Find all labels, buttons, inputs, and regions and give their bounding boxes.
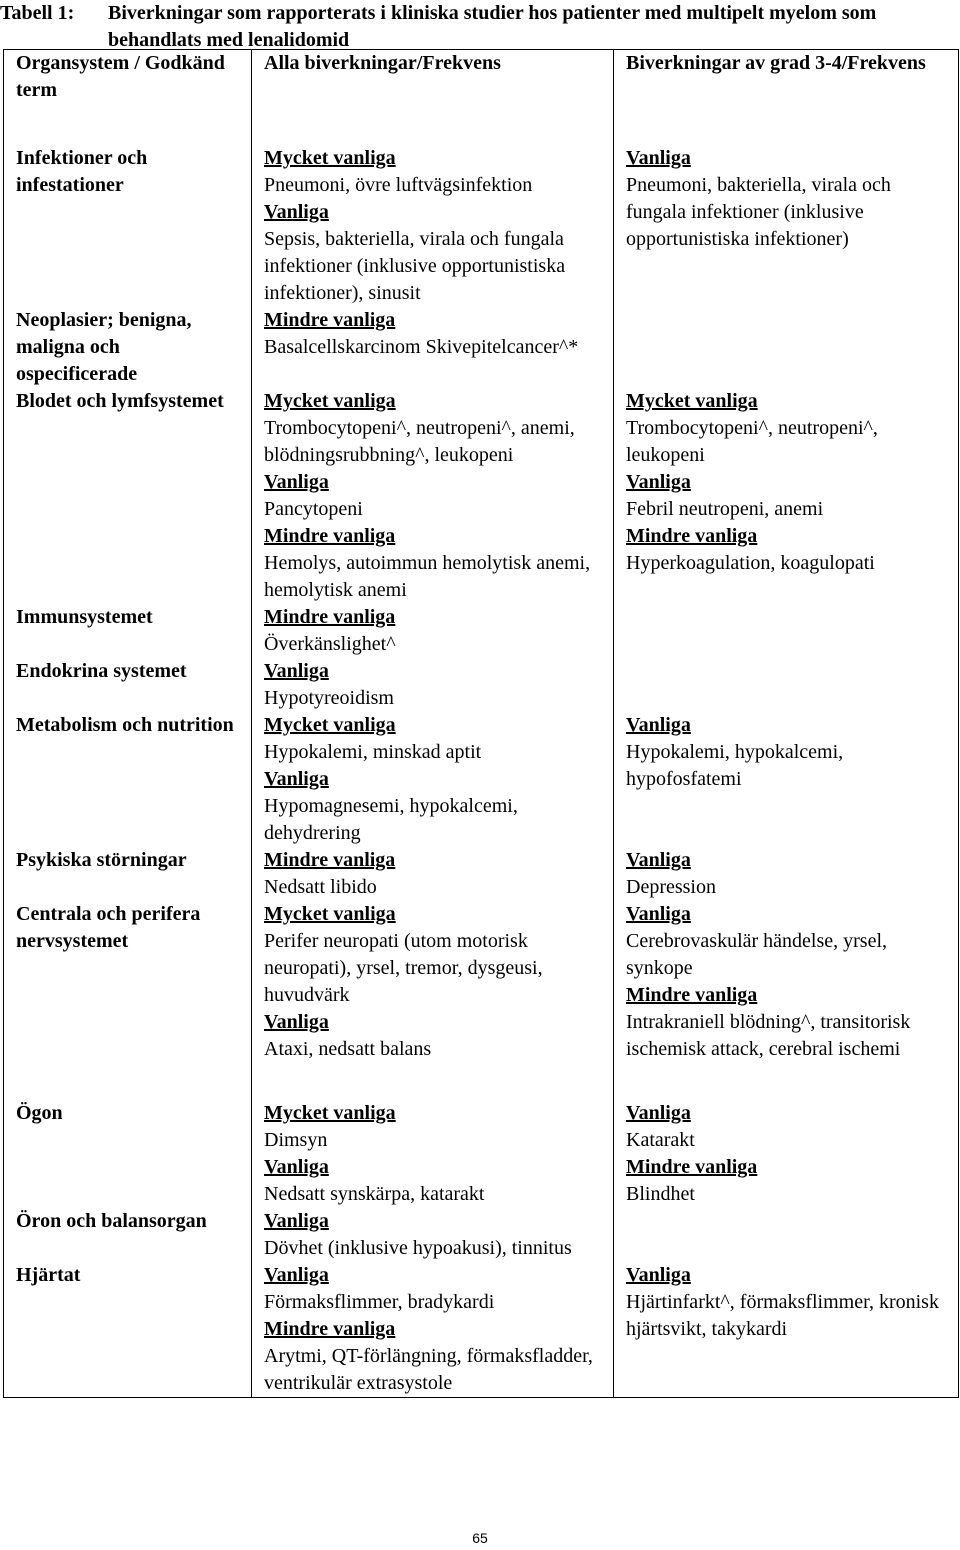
frequency-label: Mycket vanliga [264,1102,396,1124]
table-row [4,1076,959,1208]
reaction-terms: Perifer neuropati (utom motorisk neuropati), yrsel, tremor, dysgeusi, huvudvärk [264,930,543,1006]
reaction-terms: Pneumoni, övre luftvägsinfektion [264,174,533,196]
organ-class-cell: Hjärtat [4,1262,252,1398]
reaction-terms: Arytmi, QT-förlängning, förmaksfladder, ventrikulär extrasystole [264,1345,593,1394]
reaction-terms: Depression [626,876,716,898]
all-reactions-cell [252,658,614,712]
adverse-reactions-table [3,49,959,1398]
organ-class-cell: Psykiska störningar [4,847,252,901]
organ-class-cell: Infektioner och infestationer [4,132,252,307]
frequency-label: Vanliga [626,147,691,169]
frequency-label: Mycket vanliga [264,714,396,736]
reaction-terms: Cerebrovaskulär händelse, yrsel, synkope [626,930,888,979]
table-row [4,388,959,604]
organ-class-cell: Immunsystemet [4,604,252,658]
page-number: 65 [472,1530,488,1546]
grade-3-4-cell [614,658,959,712]
frequency-label: Mindre vanliga [264,309,396,331]
grade-3-4-cell [614,388,959,604]
frequency-label: Mindre vanliga [264,1318,396,1340]
all-reactions-cell [252,132,614,307]
reaction-terms: Hyperkoagulation, koagulopati [626,552,875,574]
reaction-terms: Hemolys, autoimmun hemolytisk anemi, hemolytisk anemi [264,552,591,601]
reaction-terms: Pancytopeni [264,498,363,520]
table-row [4,132,959,307]
reaction-terms: Hypomagnesemi, hypokalcemi, dehydrering [264,795,518,844]
reaction-terms: Blindhet [626,1183,695,1205]
reaction-terms: Förmaksflimmer, bradykardi [264,1291,495,1313]
frequency-label: Vanliga [626,1102,691,1124]
header-all-reactions: Alla biverkningar/Frekvens [252,50,614,133]
organ-class-cell: Neoplasier; benigna, maligna och ospecificerade [4,307,252,388]
all-reactions-cell [252,307,614,388]
frequency-label: Vanliga [626,471,691,493]
frequency-label: Vanliga [626,849,691,871]
organ-class-cell: Ögon [4,1076,252,1208]
reaction-terms: Hypokalemi, hypokalcemi, hypofosfatemi [626,741,844,790]
table-row [4,604,959,658]
frequency-label: Vanliga [264,1210,329,1232]
table-row [4,712,959,847]
grade-3-4-cell [614,604,959,658]
organ-class-cell: Endokrina systemet [4,658,252,712]
grade-3-4-cell [614,132,959,307]
reaction-terms: Nedsatt libido [264,876,377,898]
all-reactions-cell [252,388,614,604]
frequency-label: Vanliga [264,660,329,682]
header-organ-class: Organsystem / Godkänd term [4,50,252,133]
all-reactions-cell [252,1208,614,1262]
frequency-label: Vanliga [264,201,329,223]
reaction-terms: Katarakt [626,1129,695,1151]
table-row [4,658,959,712]
header-grade-3-4: Biverkningar av grad 3-4/Frekvens [614,50,959,133]
reaction-terms: Trombocytopeni^, neutropeni^, anemi, blödningsrubbning^, leukopeni [264,417,575,466]
table-body [4,132,959,1398]
organ-class-cell: Öron och balansorgan [4,1208,252,1262]
frequency-label: Mindre vanliga [264,525,396,547]
reaction-terms: Hypokalemi, minskad aptit [264,741,482,763]
frequency-label: Mycket vanliga [264,903,396,925]
table-row [4,847,959,901]
grade-3-4-cell [614,1076,959,1208]
frequency-label: Mycket vanliga [264,390,396,412]
organ-class-cell: Blodet och lymfsystemet [4,388,252,604]
frequency-label: Vanliga [626,903,691,925]
table-header-row [4,50,959,133]
frequency-label: Vanliga [264,1156,329,1178]
all-reactions-cell [252,1262,614,1398]
frequency-label: Mindre vanliga [626,1156,758,1178]
frequency-label: Vanliga [264,768,329,790]
frequency-label: Mindre vanliga [264,606,396,628]
table-title: Biverkningar som rapporterats i kliniska studier hos patienter med multipelt myelom som behandlats med lenalidomid [108,2,877,51]
all-reactions-cell [252,901,614,1076]
all-reactions-cell [252,604,614,658]
grade-3-4-cell [614,901,959,1076]
reaction-terms: Dövhet (inklusive hypoakusi), tinnitus [264,1237,572,1259]
reaction-terms: Basalcellskarcinom Skivepitelcancer^* [264,336,579,358]
frequency-label: Vanliga [626,1264,691,1286]
table-row [4,307,959,388]
grade-3-4-cell [614,307,959,388]
reaction-terms: Sepsis, bakteriella, virala och fungala infektioner (inklusive opportunistiska infektioner), sinusit [264,228,566,304]
table-row [4,1262,959,1398]
reaction-terms: Intrakraniell blödning^, transitorisk ischemisk attack, cerebral ischemi [626,1011,911,1060]
frequency-label: Vanliga [264,1011,329,1033]
table-row [4,901,959,1076]
reaction-terms: Dimsyn [264,1129,328,1151]
reaction-terms: Trombocytopeni^, neutropeni^, leukopeni [626,417,878,466]
table-row [4,1208,959,1262]
reaction-terms: Nedsatt synskärpa, katarakt [264,1183,485,1205]
reaction-terms: Pneumoni, bakteriella, virala och fungala infektioner (inklusive opportunistiska infektioner) [626,174,891,250]
frequency-label: Mindre vanliga [626,525,758,547]
grade-3-4-cell [614,847,959,901]
all-reactions-cell [252,1076,614,1208]
reaction-terms: Febril neutropeni, anemi [626,498,824,520]
frequency-label: Mycket vanliga [626,390,758,412]
grade-3-4-cell [614,1208,959,1262]
all-reactions-cell [252,847,614,901]
organ-class-cell: Metabolism och nutrition [4,712,252,847]
all-reactions-cell [252,712,614,847]
frequency-label: Vanliga [626,714,691,736]
reaction-terms: Hjärtinfarkt^, förmaksflimmer, kronisk hjärtsvikt, takykardi [626,1291,939,1340]
reaction-terms: Hypotyreoidism [264,687,394,709]
frequency-label: Vanliga [264,1264,329,1286]
frequency-label: Mycket vanliga [264,147,396,169]
frequency-label: Mindre vanliga [626,984,758,1006]
reaction-terms: Ataxi, nedsatt balans [264,1038,432,1060]
organ-class-cell: Centrala och perifera nervsystemet [4,901,252,1076]
reaction-terms: Överkänslighet^ [264,633,396,655]
frequency-label: Mindre vanliga [264,849,396,871]
table-number: Tabell 1: [0,2,75,24]
frequency-label: Vanliga [264,471,329,493]
grade-3-4-cell [614,712,959,847]
grade-3-4-cell [614,1262,959,1398]
